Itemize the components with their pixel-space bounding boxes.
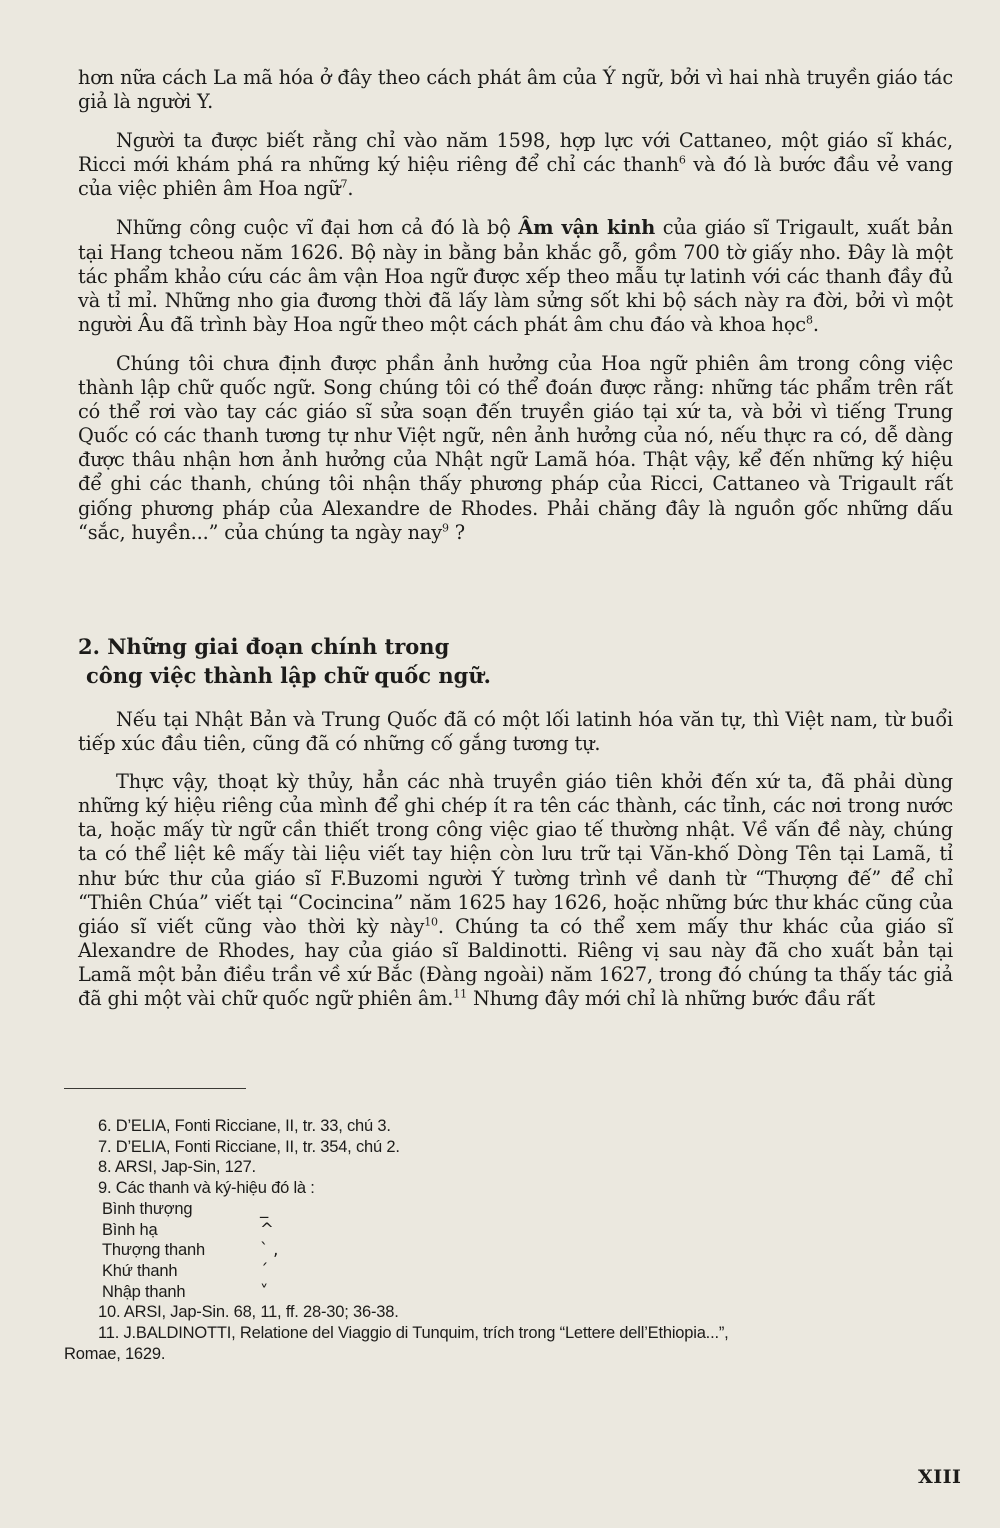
footnote-10: 10. ARSI, Jap-Sin. 68, 11, ff. 28-30; 36-38. bbox=[98, 1303, 399, 1322]
tone-row bbox=[98, 1261, 958, 1282]
footnote-ref-8: 8 bbox=[805, 313, 813, 327]
footnote-7: 7. D’ELIA, Fonti Ricciane, II, tr. 354, chú 2. bbox=[98, 1137, 400, 1156]
page-number: XIII bbox=[918, 1466, 962, 1488]
footnote-11: 11. J.BALDINOTTI, Relatione del Viaggio di Tunquim, trích trong “Lettere dell’Ethiopia...”, bbox=[98, 1324, 729, 1343]
footnote-9: 9. Các thanh và ký-hiệu đó là : bbox=[98, 1179, 315, 1198]
paragraph-3: Những công cuộc vĩ đại hơn cả đó là bộ Âm vận kinh của giáo sĩ Trigault, xuất bản tại Hang tcheou năm 1626. Bộ này in bằng bản khắc gỗ, gồm 700 tờ giấy nho. Đây là một tác phẩm khảo cứu các âm vận Hoa ngữ được xếp theo mẫu tự latinh với các thanh đầy đủ và tỉ mỉ. Những nho gia đương thời đã lấy làm sửng sốt khi bộ sách này ra đời, bởi vì một người Âu đã trình bày Hoa ngữ theo một cách phát âm chu đáo và khoa học$^8$. bbox=[78, 216, 953, 336]
paragraph-5: Nếu tại Nhật Bản và Trung Quốc đã có một lối latinh hóa văn tự, thì Việt nam, từ buổi tiếp xúc đầu tiên, cũng đã có những cố gắng tương tự. bbox=[78, 708, 953, 756]
footnote-ref-9: 9 bbox=[441, 521, 449, 535]
paragraph-4: Chúng tôi chưa định được phần ảnh hưởng của Hoa ngữ phiên âm trong công việc thành lập chữ quốc ngữ. Song chúng tôi có thể đoán được rằng: những tác phẩm trên rất có thể rơi vào tay các giáo sĩ sửa soạn đến truyền giáo tại xứ ta, và bởi vì tiếng Trung Quốc có các thanh tương tự như Việt ngữ, nên ảnh hưởng của nó, nếu thực ra có, dễ dàng được thâu nhận hơn ảnh hưởng của Nhật ngữ Lamã hóa. Thật vậy, kể đến những ký hiệu để ghi các thanh, chúng tôi nhận thấy phương pháp của Ricci, Cattaneo và Trigault rất giống phương pháp của Alexandre de Rhodes. Phải chăng đây là nguồn gốc những dấu “sắc, huyền...” của chúng ta ngày nay$^9$ ? bbox=[78, 351, 953, 544]
tone-name: Bình thượng bbox=[102, 1199, 193, 1218]
tone-name: Thượng thanh bbox=[102, 1241, 205, 1260]
footnote-8: 8. ARSI, Jap-Sin, 127. bbox=[98, 1158, 256, 1177]
footnote-6: 6. D’ELIA, Fonti Ricciane, II, tr. 33, chú 3. bbox=[98, 1117, 391, 1135]
tone-mark: _ bbox=[260, 1198, 269, 1218]
paragraph-1: hơn nữa cách La mã hóa ở đây theo cách phát âm của Ý ngữ, bởi vì hai nhà truyền giáo tác giả là người Y. bbox=[78, 66, 953, 114]
footnote-11-continuation: Romae, 1629. bbox=[64, 1344, 166, 1363]
section-heading-line-2: công việc thành lập chữ quốc ngữ. bbox=[86, 663, 491, 688]
footnote-divider bbox=[64, 1088, 246, 1089]
footnote-ref-11: 11 bbox=[453, 987, 467, 1001]
book-title-am-van-kinh: Âm vận kinh bbox=[518, 216, 656, 240]
footnotes bbox=[64, 1116, 958, 1364]
paragraph-2: Người ta được biết rằng chỉ vào năm 1598, hợp lực với Cattaneo, một giáo sĩ khác, Ricci mới khám phá ra những ký hiệu riêng để chỉ các thanh$^6$ và đó là bước đầu vẻ vang của việc phiên âm Hoa ngữ$^7$. bbox=[78, 129, 953, 201]
paragraph-6: Thực vậy, thoạt kỳ thủy, hẳn các nhà truyền giáo tiên khởi đến xứ ta, đã phải dùng những ký hiệu riêng của mình để ghi chép ít ra tên các thành, các tỉnh, các nơi trong nước ta, hoặc mấy từ ngữ cần thiết trong công việc giao tế thường nhật. Về vấn đề này, chúng ta có thể liệt kê mấy tài liệu viết tay hiện còn lưu trữ tại Văn-khố Dòng Tên tại Lamã, tỉ như bức thư của giáo sĩ F.Buzomi người Ý tường trình về danh từ “Thượng đế” để chỉ “Thiên Chúa” viết tại “Cocincina” năm 1625 hay 1626, hoặc những bức thư khác cũng của giáo sĩ viết cũng vào thời kỳ này$^{10}$. Chúng ta có thể xem mấy thư khác của giáo sĩ Alexandre de Rhodes, hay của giáo sĩ Baldinotti. Riêng vị sau này đã cho xuất bản tại Lamã một bản điều trần về xứ Bắc (Đàng ngoài) năm 1627, trong đó chúng ta thấy tác giả đã ghi một vài chữ quốc ngữ phiên âm.$^{11}$ Nhưng đây mới chỉ là những bước đầu rất bbox=[78, 770, 953, 1011]
body-text-lower bbox=[78, 708, 953, 1011]
tone-row bbox=[98, 1199, 958, 1220]
tone-row bbox=[98, 1220, 958, 1241]
tone-row bbox=[98, 1282, 958, 1303]
tone-mark: ˅ bbox=[260, 1281, 269, 1301]
section-heading bbox=[78, 632, 678, 690]
section-heading-line-1: 2. Những giai đoạn chính trong bbox=[78, 634, 450, 659]
footnote-ref-7: 7 bbox=[340, 177, 348, 191]
tone-row bbox=[98, 1240, 958, 1261]
footnote-ref-10: 10 bbox=[424, 915, 438, 929]
tone-mark: ˋ , bbox=[260, 1240, 279, 1260]
tone-mark: ^ bbox=[260, 1219, 274, 1239]
body-text-upper bbox=[78, 66, 953, 545]
footnote-ref-6: 6 bbox=[678, 153, 686, 167]
tone-name: Khứ thanh bbox=[102, 1261, 178, 1280]
tone-name: Nhập thanh bbox=[102, 1282, 186, 1301]
tone-mark: ˊ bbox=[260, 1260, 269, 1280]
tone-name: Bình hạ bbox=[102, 1220, 158, 1239]
